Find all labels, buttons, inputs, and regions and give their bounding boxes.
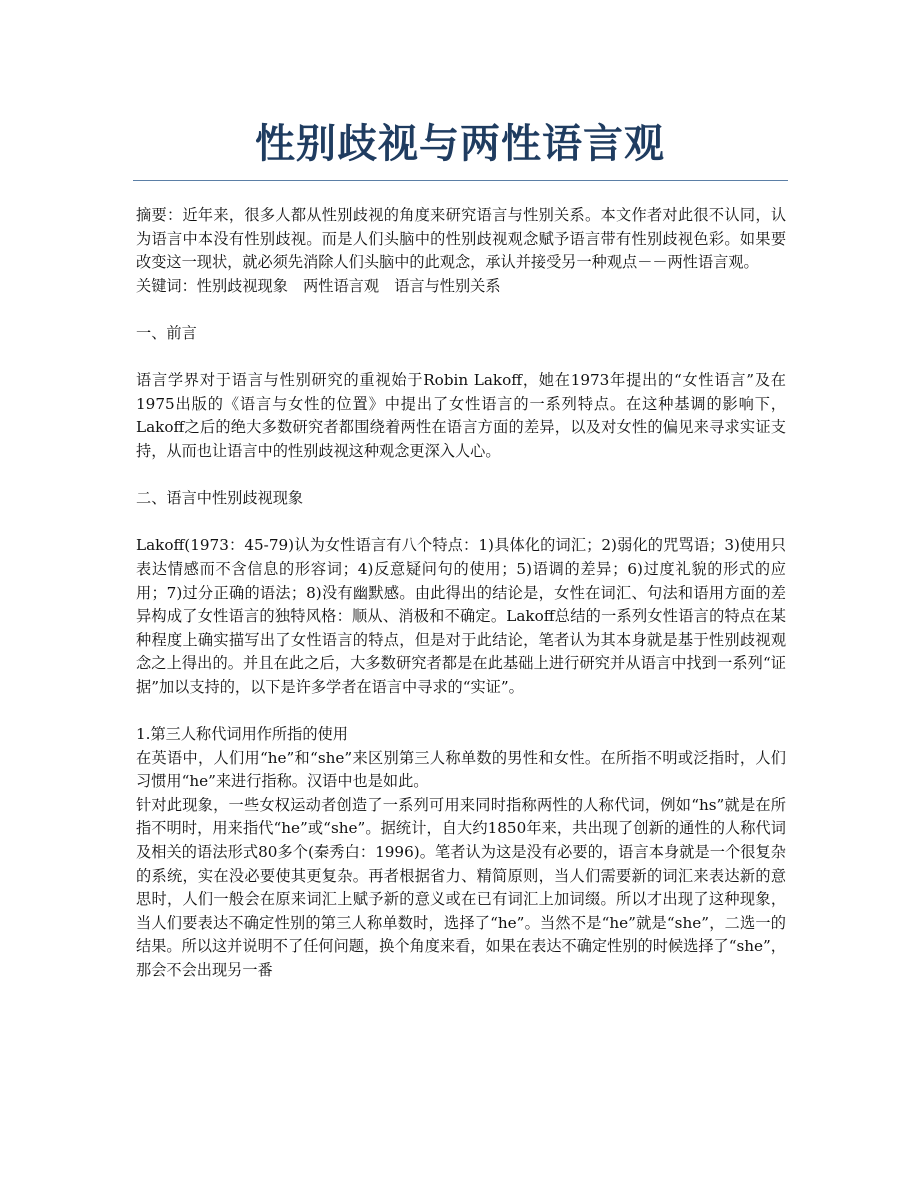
spacer: [136, 699, 786, 723]
section-heading-discrimination: 二、语言中性别歧视现象: [136, 489, 304, 508]
spacer: [136, 298, 786, 322]
intro-paragraph: 语言学界对于语言与性别研究的重视始于Robin Lakoff，她在1973年提出的“女性语言”及在1975出版的《语言与女性的位置》中提出了女性语言的一系列特点。在这种基调的影响下，Lakoff之后的绝大多数研究者都围绕着两性在语言方面的差异，以及对女性的偏见来寻求实证支持，从而也让语言中的性别歧视这种观念更深入人心。: [136, 371, 786, 460]
pronouns-paragraph-2: 针对此现象，一些女权运动者创造了一系列可用来同时指称两性的人称代词，例如“hs”就是在所指不明时，用来指代“he”或“she”。据统计，自大约1850年来，共出现了创新的通性的人称代词及相关的语法形式80多个(秦秀白：1996)。笔者认为这是没有必要的，语言本身就是一个很复杂的系统，实在没必要使其更复杂。再者根据省力、精简原则，当人们需要新的词汇来表达新的意思时，人们一般会在原来词汇上赋予新的意义或在已有词汇上加词缀。所以才出现了这种现象，当人们要表达不确定性别的第三人称单数时，选择了“he”。当然不是“he”就是“she”，二选一的结果。所以这并说明不了任何问题，换个角度来看，如果在表达不确定性别的时候选择了“she”，那会不会出现另一番: [136, 795, 786, 979]
section-heading-intro: 一、前言: [136, 323, 197, 342]
title-divider: [133, 180, 788, 181]
discrimination-paragraph: Lakoff(1973：45-79)认为女性语言有八个特点：1)具体化的词汇；2)弱化的咒骂语；3)使用只表达情感而不含信息的形容词；4)反意疑问句的使用；5)语调的差异；6)过度礼貌的形式的应用；7)过分正确的语法；8)没有幽默感。由此得出的结论是，女性在词汇、句法和语用方面的差异构成了女性语言的独特风格：顺从、消极和不确定。Lakoff总结的一系列女性语言的特点在某种程度上确实描写出了女性语言的特点，但是对于此结论，笔者认为其本身就是基于性别歧视观念之上得出的。并且在此之后，大多数研究者都是在此基础上进行研究并从语言中找到一系列“证据”加以支持的，以下是许多学者在语言中寻求的“实证”。: [136, 536, 786, 696]
pronouns-paragraph-1: 在英语中，人们用“he”和“she”来区别第三人称单数的男性和女性。在所指不明或泛指时，人们习惯用“he”来进行指称。汉语中也是如此。: [136, 748, 786, 791]
document-body: [136, 204, 786, 983]
document-title: 性别歧视与两性语言观: [255, 121, 665, 167]
abstract-paragraph: 摘要：近年来，很多人都从性别歧视的角度来研究语言与性别关系。本文作者对此很不认同，认为语言中本没有性别歧视。而是人们头脑中的性别歧视观念赋予语言带有性别歧视色彩。如果要改变这一现状，就必须先消除人们头脑中的此观念，承认并接受另一种观点－－两性语言观。: [136, 206, 786, 272]
spacer: [136, 346, 786, 370]
keywords-line: 关键词：性别歧视现象 两性语言观 语言与性别关系: [136, 276, 501, 295]
subsection-heading-pronouns: 1.第三人称代词用作所指的使用: [136, 725, 348, 744]
spacer: [136, 511, 786, 535]
spacer: [136, 464, 786, 488]
